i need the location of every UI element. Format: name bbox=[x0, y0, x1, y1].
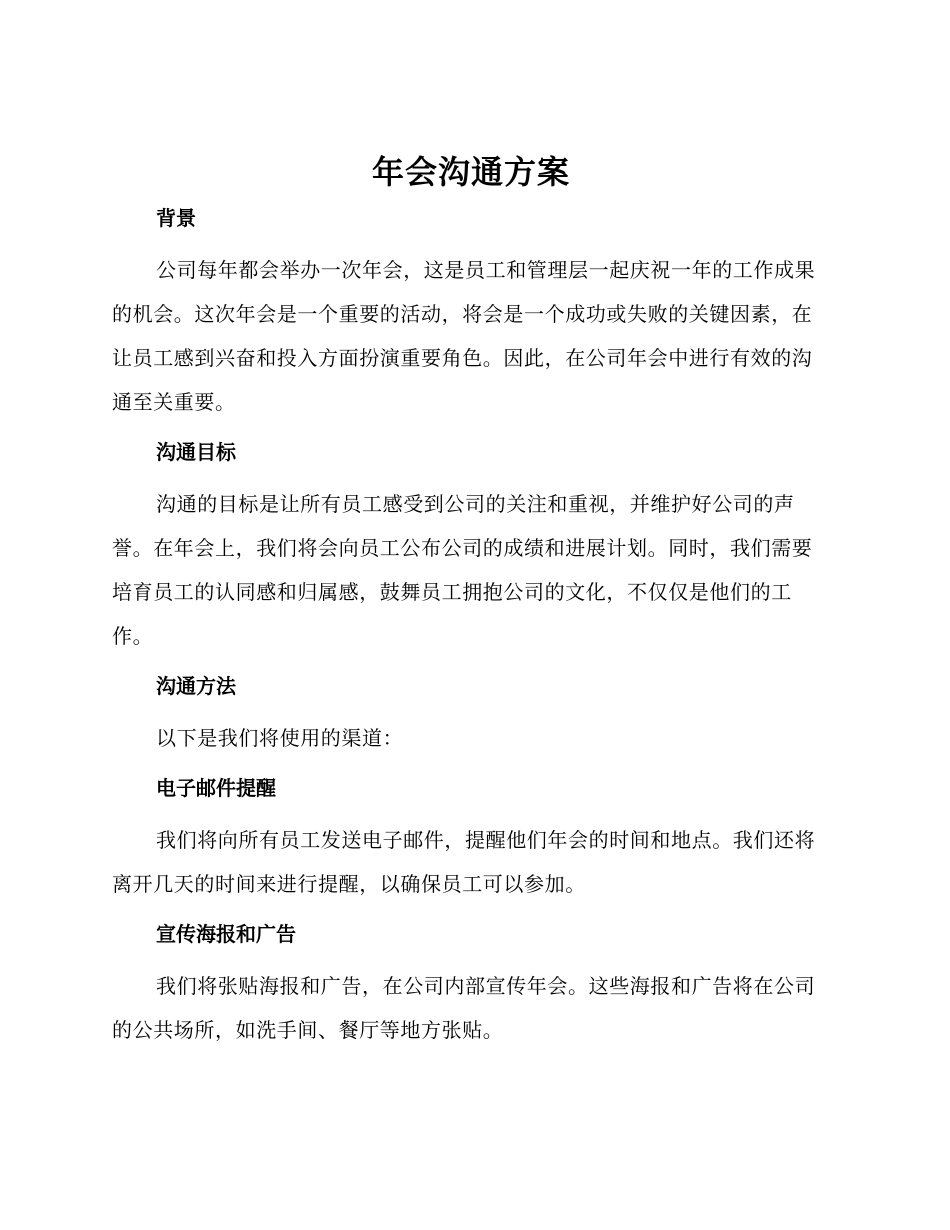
document-title: 年会沟通方案 bbox=[371, 153, 570, 191]
section-posters-ads bbox=[112, 920, 830, 1052]
spacer bbox=[112, 700, 830, 716]
section-communication-goal bbox=[112, 438, 830, 672]
section-heading: 沟通目标 bbox=[156, 440, 236, 464]
section-paragraph: 公司每年都会举办一次年会，这是员工和管理层一起庆祝一年的工作成果的机会。这次年会是一个重要的活动，将会是一个成功或失败的关键因素，在让员工感到兴奋和投入方面扮演重要角色。因此，在公司年会中进行有效的沟通至关重要。 bbox=[112, 258, 816, 414]
section-heading: 沟通方法 bbox=[156, 674, 236, 698]
spacer bbox=[112, 194, 830, 204]
spacer bbox=[112, 802, 830, 818]
spacer bbox=[112, 760, 830, 774]
section-heading: 电子邮件提醒 bbox=[156, 776, 276, 800]
document-content bbox=[112, 150, 830, 1052]
section-paragraph: 沟通的目标是让所有员工感受到公司的关注和重视，并维护好公司的声誉。在年会上，我们将会向员工公布公司的成绩和进展计划。同时，我们需要培育员工的认同感和归属感，鼓舞员工拥抱公司的文化，不仅仅是他们的工作。 bbox=[112, 492, 813, 648]
spacer bbox=[112, 424, 830, 438]
spacer bbox=[112, 232, 830, 248]
section-email-reminder bbox=[112, 774, 830, 920]
section-paragraph: 我们将张贴海报和广告，在公司内部宣传年会。这些海报和广告将在公司的公共场所，如洗手间、餐厅等地方张贴。 bbox=[112, 974, 816, 1042]
spacer bbox=[112, 948, 830, 964]
section-heading: 背景 bbox=[156, 206, 196, 230]
spacer bbox=[112, 466, 830, 482]
spacer bbox=[112, 658, 830, 672]
section-paragraph: 以下是我们将使用的渠道： bbox=[156, 726, 404, 750]
section-communication-method bbox=[112, 672, 830, 774]
section-heading: 宣传海报和广告 bbox=[156, 922, 296, 946]
section-background bbox=[112, 204, 830, 438]
section-paragraph: 我们将向所有员工发送电子邮件，提醒他们年会的时间和地点。我们还将离开几天的时间来进行提醒，以确保员工可以参加。 bbox=[112, 828, 816, 896]
spacer bbox=[112, 906, 830, 920]
